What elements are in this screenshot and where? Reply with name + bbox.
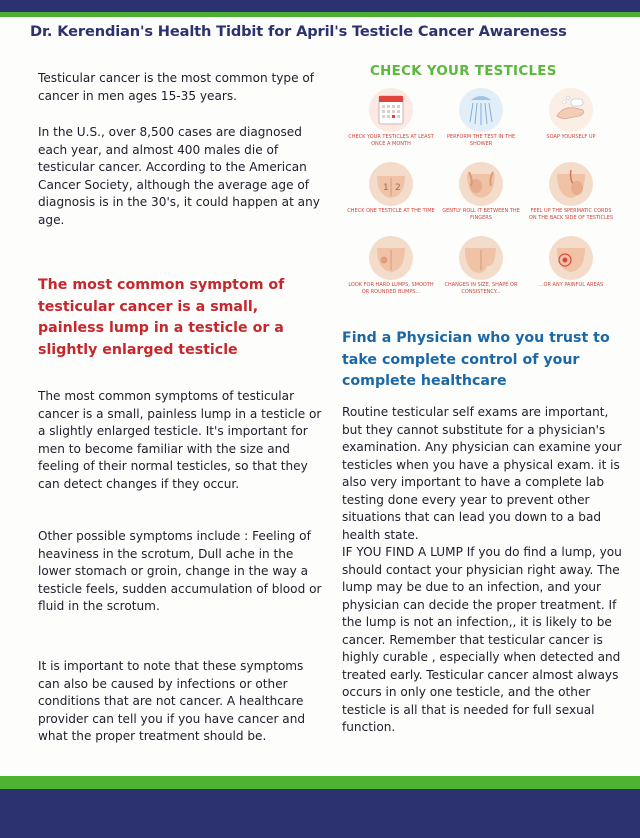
bottom-navy-stripe (0, 789, 640, 838)
svg-text:1: 1 (383, 183, 389, 193)
bottom-bar (0, 776, 640, 838)
symptom-highlight: The most common symptom of testicular cancer is a small, painless lump in a testicle or a slightly enlarged testicle (38, 277, 285, 358)
step-2 (436, 88, 526, 162)
physician-heading: Find a Physician who you trust to take complete control of your complete healthcare (342, 330, 610, 389)
step-caption: CHANGES IN SIZE, SHAPE OR CONSISTENCY... (444, 282, 518, 295)
svg-text:2: 2 (395, 183, 401, 193)
size-change-icon (459, 236, 503, 280)
page-title: Dr. Kerendian's Health Tidbit for April's Testicle Cancer Awareness (30, 23, 567, 40)
right-column (342, 404, 632, 737)
step-1 (346, 88, 436, 162)
infographic-title: CHECK YOUR TESTICLES (370, 64, 557, 79)
lump-paragraph: IF YOU FIND A LUMP If you do find a lump, you should contact your physician right away. The lump may be due to an infection, and your physician can decide the proper treatment. If the lump is not an infection,, it is likely to be cancer. Remember that testicular cancer is highly curable , especially when detected and treated early. Testicular cancer almost always occurs in only one testicle, and the other testicle is all that is needed for full sexual function. (342, 545, 622, 734)
step-5 (436, 162, 526, 236)
top-navy-stripe (0, 0, 640, 12)
roll-fingers-icon (459, 162, 503, 206)
top-green-stripe (0, 12, 640, 17)
step-caption: LOOK FOR HARD LUMPS, SMOOTH OR ROUNDED BUMPS... (348, 282, 434, 295)
other-symptoms-paragraph: Other possible symptoms include : Feeling of heaviness in the scrotum, Dull ache in the lower stomach or groin, change in the way a testicle feels, sudden accumulation of blood or fluid in the scrotum. (38, 529, 322, 613)
step-caption: FEEL UP THE SPERMATIC CORDS ON THE BACK SIDE OF TESTICLES (528, 208, 614, 221)
intro-paragraph: Testicular cancer is the most common type of cancer in men ages 15-35 years. (38, 71, 315, 103)
top-bar (0, 0, 640, 20)
step-caption: SOAP YOURSELF UP (546, 134, 596, 140)
step-3 (526, 88, 616, 162)
shower-icon (459, 88, 503, 132)
painful-area-icon (549, 236, 593, 280)
step-6 (526, 162, 616, 236)
note-paragraph: It is important to note that these symptoms can also be caused by infections or other conditions that are not cancer. A healthcare provider can tell you if you have cancer and what the proper treatment should be. (38, 659, 306, 743)
step-9 (526, 236, 616, 310)
spermatic-cord-icon (549, 162, 593, 206)
step-7 (346, 236, 436, 310)
bottom-green-stripe (0, 776, 640, 789)
calendar-icon (369, 88, 413, 132)
statistics-paragraph: In the U.S., over 8,500 cases are diagnosed each year, and almost 400 males die of testicular cancer. According to the American Cancer Society, although the average age of diagnosis is in the 30's, it could happen at any age. (38, 125, 320, 227)
step-caption: PERFORM THE TEST IN THE SHOWER (446, 134, 516, 147)
self-exam-infographic (346, 88, 616, 310)
step-4 (346, 162, 436, 236)
step-caption: CHECK ONE TESTICLE AT THE TIME (347, 208, 435, 214)
soap-hand-icon (549, 88, 593, 132)
self-exam-paragraph: Routine testicular self exams are important, but they cannot substitute for a physician's examination. Any physician can examine your testicles when you have a physical exam. it is also very important to have a complete lab testing done every year to prevent other situations that can lead you down to a bad health state. (342, 405, 622, 542)
step-caption: GENTLY ROLL IT BETWEEN THE FINGERS (442, 208, 520, 221)
symptoms-paragraph: The most common symptoms of testicular cancer is a small, painless lump in a testicle or a slightly enlarged testicle. It's important for men to become familiar with the size and feeling of their normal testicles, so that they can detect changes if they occur. (38, 389, 322, 491)
lump-icon (369, 236, 413, 280)
testicles-icon (369, 162, 413, 206)
step-8 (436, 236, 526, 310)
step-caption: CHECK YOUR TESTICLES AT LEAST ONCE A MONTH (348, 134, 434, 147)
step-caption: ...OR ANY PAINFUL AREAS (538, 282, 604, 288)
